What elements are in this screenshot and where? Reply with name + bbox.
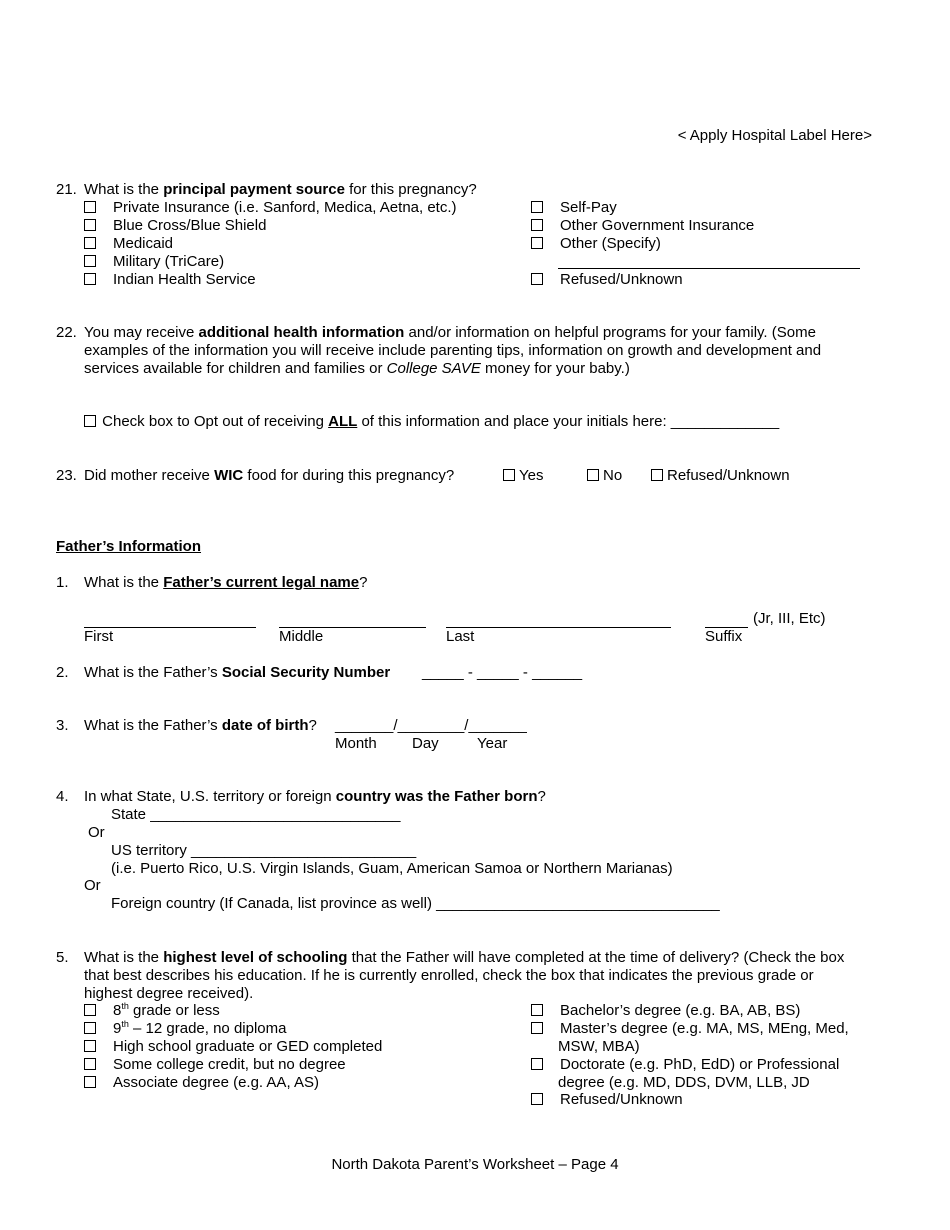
father-question-2-text: What is the Father’s Social Security Number [84,664,391,681]
checkbox-icon[interactable] [84,1004,96,1016]
checkbox-icon[interactable] [651,469,663,481]
payment-option-self-pay[interactable]: Self-Pay [531,199,617,217]
father-question-5-line3: highest degree received). [84,985,254,1002]
schooling-option-doctorate[interactable]: Doctorate (e.g. PhD, EdD) or Professional [531,1056,839,1074]
first-name-label: First [84,628,114,645]
question-21-text: What is the principal payment source for this pregnancy? [84,181,477,198]
or-label: Or [88,824,105,841]
father-question-1-text: What is the Father’s current legal name? [84,574,368,591]
father-question-5-line1: What is the highest level of schooling that the Father will have completed at the time of delivery? (Check the box [84,949,845,966]
checkbox-icon[interactable] [84,201,96,213]
checkbox-icon[interactable] [84,1058,96,1070]
checkbox-icon[interactable] [531,201,543,213]
wic-option-refused[interactable]: Refused/Unknown [651,467,790,485]
checkbox-icon[interactable] [531,1022,543,1034]
checkbox-icon[interactable] [84,415,96,427]
question-number: 2. [56,664,69,681]
wic-option-no[interactable]: No [587,467,622,485]
question-number: 21. [56,181,77,198]
year-label: Year [477,735,508,752]
territory-field[interactable]: US territory ___________________________ [111,842,417,859]
middle-name-label: Middle [279,628,324,645]
question-number: 1. [56,574,69,591]
question-number: 3. [56,717,69,734]
schooling-option-master[interactable]: Master’s degree (e.g. MA, MS, MEng, Med, [531,1020,849,1038]
payment-option-bcbs[interactable]: Blue Cross/Blue Shield [84,217,266,235]
schooling-option-associate[interactable]: Associate degree (e.g. AA, AS) [84,1074,319,1092]
payment-option-private-insurance[interactable]: Private Insurance (i.e. Sanford, Medica, Aetna, etc.) [84,199,457,217]
payment-option-refused[interactable]: Refused/Unknown [531,271,683,289]
last-name-label: Last [446,628,475,645]
payment-option-other-specify[interactable]: Other (Specify) [531,235,661,253]
checkbox-icon[interactable] [84,237,96,249]
checkbox-icon[interactable] [531,1093,543,1105]
state-field[interactable]: State ______________________________ [111,806,401,823]
schooling-option-master-cont: MSW, MBA) [558,1038,640,1055]
section-heading: Father’s Information [56,538,202,555]
checkbox-icon[interactable] [84,255,96,267]
question-23-text: Did mother receive WIC food for during this pregnancy? [84,467,455,484]
schooling-option-bachelor[interactable]: Bachelor’s degree (e.g. BA, AB, BS) [531,1002,800,1020]
checkbox-icon[interactable] [531,237,543,249]
question-number: 22. [56,324,77,341]
father-question-5-line2: that best describes his education. If he is currently enrolled, check the box that indicates the previous grade or [84,967,814,984]
checkbox-icon[interactable] [531,1058,543,1070]
checkbox-icon[interactable] [531,273,543,285]
last-name-line[interactable] [446,627,671,628]
schooling-option-8th-grade[interactable]: 8th grade or less [84,1002,220,1020]
ssn-input[interactable]: _____ - _____ - ______ [422,664,583,681]
checkbox-icon[interactable] [84,219,96,231]
opt-out-checkbox-row[interactable]: Check box to Opt out of receiving ALL of this information and place your initials here: _____________ [84,413,779,431]
checkbox-icon[interactable] [84,1040,96,1052]
schooling-option-some-college[interactable]: Some college credit, but no degree [84,1056,346,1074]
question-22-line3: services available for children and families or College SAVE money for your baby.) [84,360,630,377]
wic-option-yes[interactable]: Yes [503,467,543,485]
day-label: Day [412,735,439,752]
checkbox-icon[interactable] [531,1004,543,1016]
payment-option-military[interactable]: Military (TriCare) [84,253,224,271]
page-footer: North Dakota Parent’s Worksheet – Page 4 [331,1156,619,1173]
suffix-note: (Jr, III, Etc) [753,610,826,627]
territory-note: (i.e. Puerto Rico, U.S. Virgin Islands, Guam, American Samoa or Northern Marianas) [111,860,673,877]
schooling-option-refused[interactable]: Refused/Unknown [531,1091,683,1109]
checkbox-icon[interactable] [531,219,543,231]
schooling-option-9th-12th[interactable]: 9th – 12 grade, no diploma [84,1020,286,1038]
question-22-line2: examples of the information you will receive include parenting tips, information on growth and development and [84,342,822,359]
month-label: Month [335,735,377,752]
checkbox-icon[interactable] [587,469,599,481]
schooling-option-high-school[interactable]: High school graduate or GED completed [84,1038,382,1056]
checkbox-icon[interactable] [503,469,515,481]
suffix-label: Suffix [705,628,743,645]
checkbox-icon[interactable] [84,1022,96,1034]
payment-option-medicaid[interactable]: Medicaid [84,235,173,253]
checkbox-icon[interactable] [84,1076,96,1088]
payment-option-ihs[interactable]: Indian Health Service [84,271,256,289]
dob-input[interactable]: _______/________/_______ [335,717,527,734]
question-22-line1: You may receive additional health information and/or information on helpful programs for your family. (Some [84,324,816,341]
checkbox-icon[interactable] [84,273,96,285]
foreign-country-field[interactable]: Foreign country (If Canada, list province as well) __________________________________ [111,895,720,912]
father-question-3-text: What is the Father’s date of birth? [84,717,317,734]
question-number: 5. [56,949,69,966]
question-number: 23. [56,467,77,484]
or-label: Or [84,877,101,894]
specify-line[interactable] [558,268,860,269]
question-number: 4. [56,788,69,805]
hospital-label-placeholder: < Apply Hospital Label Here> [677,127,872,144]
father-question-4-text: In what State, U.S. territory or foreign country was the Father born? [84,788,546,805]
schooling-option-doctorate-cont: degree (e.g. MD, DDS, DVM, LLB, JD [558,1074,810,1091]
payment-option-other-government[interactable]: Other Government Insurance [531,217,754,235]
